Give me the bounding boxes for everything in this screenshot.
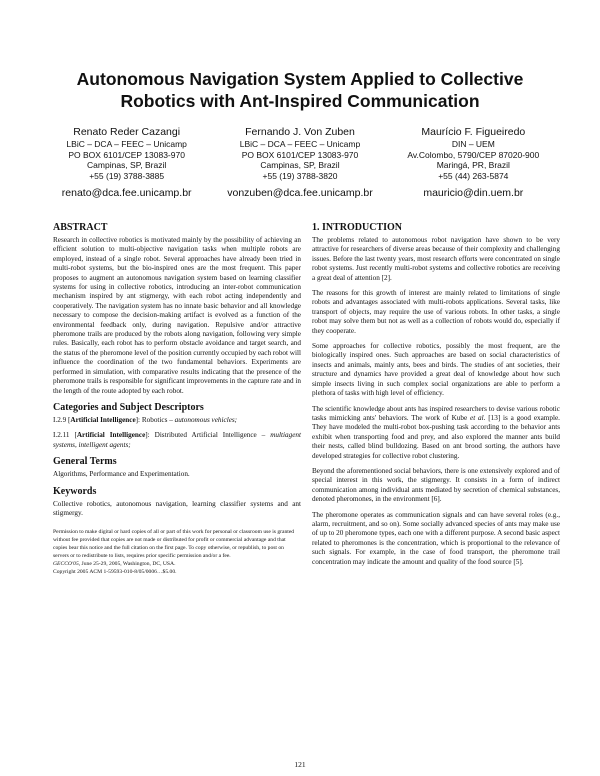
category-item: I.2.9 [Artificial Intelligence]: Robotics – autonomous vehicles; bbox=[53, 415, 238, 424]
venue-line: GECCO'05, June 25-29, 2005, Washington, DC, USA. bbox=[53, 561, 176, 568]
intro-paragraph: The pheromone operates as communication signals and can have several roles (e.g., alarm, recruitment, and so on). Some socially advanced species of ants may make use of up to 20 pheromone types, each one with a different purpose. A second basic aspect related to pheromones is the concentration, which is proportional to the relevance of such signals. For example, in the case of food transport, the pheromone trail concentration may indicate the amount and quality of the food source [5]. bbox=[312, 510, 560, 566]
page-number: 121 bbox=[294, 760, 306, 769]
author-email: mauricio@din.uem.br bbox=[423, 187, 524, 199]
left-column bbox=[53, 222, 301, 576]
category-item: I.2.11 [Artificial Intelligence]: Distributed Artificial Intelligence – multiagent systems, intelligent agents; bbox=[53, 431, 301, 449]
abstract-text: Research in collective robotics is motivated mainly by the possibility of achieving an efficient solution to multi-objective navigation tasks when multiple robots are employed, instead of a single robot. Several approaches have already been tried in multi-robot systems, but the bio-inspired ones are the most frequent. This paper proposes to augment an autonomous navigation system based on learning classifier systems for using in collective robotics, introducing an inter-robot communication mechanism inspired by ant stigmergy, with each robot acting independently and cooperatively. The navigation system has no innate basic behavior and all knowledge necessary to compose the decision-making artifact is evolved as a function of the environmental feedback only, during navigation. Repulsive and/or attractive pheromone trails are produced by the robots along navigation, following very simple rules. Basically, each robot has to perform obstacle avoidance and target search, and the status of the pheromone level of the position currently occupied by each robot will influence the coordination of the two fundamental behaviors. Experiments are performed in simulation, with comparative results indicating that the presence of the pheromone trails is responsible for significant improvements in the capture rate and in the length of the route adopted by each robot. bbox=[53, 236, 301, 395]
intro-paragraph: The problems related to autonomous robot navigation have shown to be very attractive for researchers of diverse areas because of their complexity and challenging issues. Before the last twenty years, most research efforts were concentrated on single robot systems. Just recently multi-robot systems and collective robotics are receiving a great deal of attention [2]. bbox=[312, 236, 560, 282]
author-city: Campinas, SP, Brazil bbox=[87, 160, 167, 170]
general-terms-text: Algorithms, Performance and Experimentation. bbox=[53, 470, 190, 479]
author-block bbox=[40, 126, 560, 200]
author-name: Maurício F. Figueiredo bbox=[421, 126, 526, 138]
intro-paragraph: Beyond the aforementioned social behaviors, there is one extensively explored and of special interest in this work, the stigmergy. It consists in a form of indirect communication among individual ants mediated by secretion of chemical substances, denoted pheromones, in the environment [6]. bbox=[312, 466, 560, 504]
author-affiliation: LBiC – DCA – FEEC – Unicamp bbox=[239, 139, 361, 149]
author-city: Campinas, SP, Brazil bbox=[260, 160, 340, 170]
author-name: Renato Reder Cazangi bbox=[73, 126, 181, 138]
intro-paragraph: The scientific knowledge about ants has inspired researchers to devise various robotic tasks mimicking ants' behaviors. The work of Kube et al. [13] is a good example. They have modeled the multi-robot box-pushing task according to the behavior ants exhibit when transporting food and prey, and also explored the manner ants build their nests, called blind bulldozing. Based on ant brood sorting, the authors have developed strategies for collective robot clustering. bbox=[312, 404, 560, 460]
author-affiliation: DIN – UEM bbox=[451, 139, 495, 149]
permission-text: Permission to make digital or hard copies of all or part of this work for personal or classroom use is granted without fee provided that copies are not made or distributed for profit or commercial advantage and that copies bear this notice and the full citation on the first page. To copy otherwise, or republish, to post on servers or to redistribute to lists, requires prior specific permission and/or a fee. bbox=[53, 529, 295, 560]
introduction-heading: 1. INTRODUCTION bbox=[312, 222, 403, 233]
intro-paragraph: Some approaches for collective robotics, possibly the most frequent, are the biologically inspired ones. Such approaches are based on social characteristics of insects and animals, mainly ants, bees and birds. The studies of ant societies, their structure and dynamics have provided a great deal of knowledge about how such simple insects living in such complex social organizations are able to perform a plethora of tasks with high level of efficiency. bbox=[312, 342, 560, 398]
permission-notice bbox=[53, 528, 301, 576]
copyright-line: Copyright 2005 ACM 1-59593-010-8/05/0006…$5.00. bbox=[53, 569, 177, 576]
author-affiliation: LBiC – DCA – FEEC – Unicamp bbox=[66, 139, 187, 149]
author-address: PO BOX 6101/CEP 13083-970 bbox=[241, 149, 359, 160]
categories-heading: Categories and Subject Descriptors bbox=[53, 401, 204, 413]
paper-title: Autonomous Navigation System Applied to Collective Robotics with Ant-Inspired Communication bbox=[76, 69, 524, 111]
general-terms-heading: General Terms bbox=[53, 456, 117, 468]
author-3 bbox=[387, 126, 560, 200]
abstract-heading: ABSTRACT bbox=[53, 222, 108, 233]
author-phone: +55 (44) 263-5874 bbox=[438, 170, 509, 181]
keywords-text: Collective robotics, autonomous navigation, learning classifier systems and ant stigmergy. bbox=[53, 499, 301, 517]
author-city: Maringá, PR, Brazil bbox=[436, 160, 510, 170]
author-1 bbox=[40, 126, 213, 200]
author-2 bbox=[213, 126, 386, 200]
author-email: renato@dca.fee.unicamp.br bbox=[61, 187, 192, 199]
author-phone: +55 (19) 3788-3820 bbox=[262, 170, 338, 181]
keywords-heading: Keywords bbox=[53, 485, 97, 497]
right-column bbox=[312, 222, 560, 573]
author-address: Av.Colombo, 5790/CEP 87020-900 bbox=[407, 149, 540, 160]
intro-paragraph: The reasons for this growth of interest are mainly related to limitations of single robots and advantages associated with multi-robots applications. Several tasks, like transport of objects, may require the use of various robots. In other tasks, a single robot may solve them but not as well as a collection of robots would do, especially if they cooperate. bbox=[312, 289, 560, 335]
author-email: vonzuben@dca.fee.unicamp.br bbox=[227, 187, 373, 199]
author-address: PO BOX 6101/CEP 13083-970 bbox=[68, 149, 185, 160]
author-name: Fernando J. Von Zuben bbox=[245, 126, 355, 138]
author-phone: +55 (19) 3788-3885 bbox=[89, 170, 165, 181]
